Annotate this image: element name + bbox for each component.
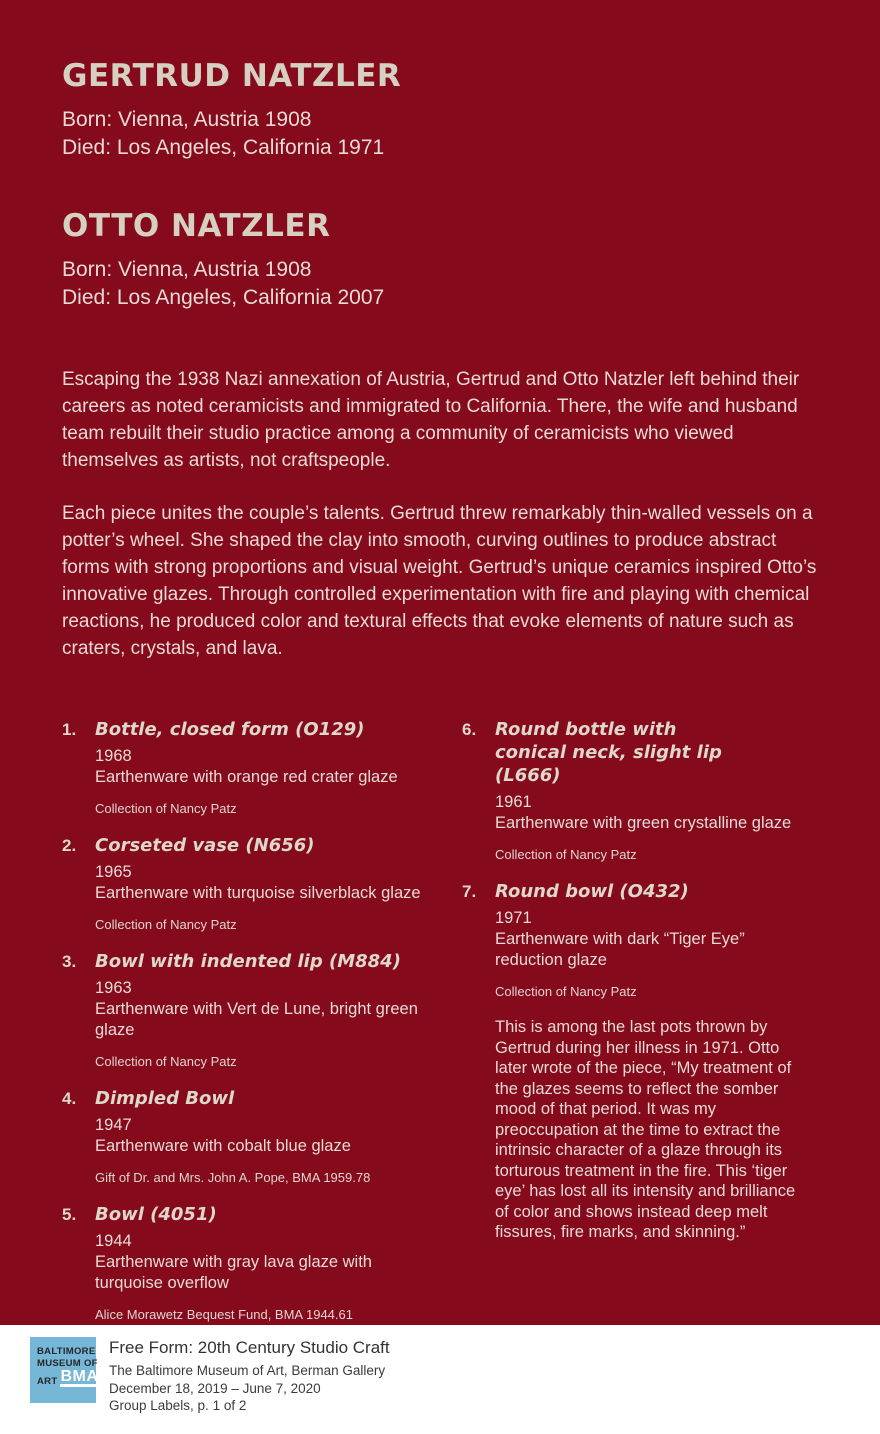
artist-block-otto <box>62 208 832 312</box>
work-number: 1. <box>62 720 77 739</box>
footer-text-block <box>109 1337 390 1415</box>
work-item-2 <box>62 834 462 933</box>
work-number: 6. <box>462 720 477 739</box>
exhibition-venue: The Baltimore Museum of Art, Berman Gallery <box>109 1363 386 1378</box>
work-number: 5. <box>62 1205 77 1224</box>
work-title: Round bottle with conical neck, slight lip (L666) <box>495 719 722 786</box>
intro-paragraph-1: Escaping the 1938 Nazi annexation of Austria, Gertrud and Otto Natzler left behind their careers as noted ceramicists and immigrated to California. There, the wife and husband team rebuilt their studio practice among a community of ceramicists who viewed themselves as artists, not craftspeople. <box>62 369 800 471</box>
work-year: 1961 <box>495 793 532 811</box>
bma-logo-text: BALTIMORE <box>37 1346 96 1357</box>
work-medium: Earthenware with orange red crater glaze <box>95 768 398 786</box>
bma-logo-text: MUSEUM OF <box>37 1357 98 1369</box>
work-medium: Earthenware with green crystalline glaze <box>495 814 792 832</box>
work-note-paragraph: This is among the last pots thrown by Gertrud during her illness in 1971. Otto later wrote of the piece, “My treatment of the glazes seems to reflect the somber mood of that period. It was my preoccupation at the time to extract the intrinsic character of a glaze through its torturous treatment in the fire. This ‘tiger eye’ has lost all its intensity and brilliance of color and shows instead deep melt fissures, fire marks, and skinning.” <box>495 1018 796 1241</box>
work-credit-line: Alice Morawetz Bequest Fund, BMA 1944.61 <box>95 1307 353 1322</box>
exhibition-title: Free Form: 20th Century Studio Craft <box>109 1338 390 1357</box>
artist-born-line: Born: Vienna, Austria 1908 <box>62 108 312 131</box>
page-number-label: Group Labels, p. 1 of 2 <box>109 1398 247 1413</box>
works-checklist <box>62 718 832 1325</box>
works-column-right <box>462 718 807 1325</box>
bma-logo-acronym: BMA <box>60 1368 99 1385</box>
work-number: 7. <box>462 882 477 901</box>
work-number: 3. <box>62 952 77 971</box>
artist-born-line: Born: Vienna, Austria 1908 <box>62 258 312 281</box>
work-year: 1963 <box>95 979 132 997</box>
work-title: Bowl with indented lip (M884) <box>95 951 401 972</box>
artist-name-heading: GERTRUD NATZLER <box>62 58 402 94</box>
work-item-1 <box>62 718 462 817</box>
work-year: 1944 <box>95 1232 132 1250</box>
work-title: Corseted vase (N656) <box>95 835 315 856</box>
bma-logo <box>30 1337 99 1403</box>
work-credit-line: Gift of Dr. and Mrs. John A. Pope, BMA 1959.78 <box>95 1170 371 1185</box>
work-title: Bowl (4051) <box>95 1204 217 1225</box>
work-year: 1965 <box>95 863 132 881</box>
exhibition-dates: December 18, 2019 – June 7, 2020 <box>109 1380 321 1396</box>
work-credit-line: Collection of Nancy Patz <box>95 1054 237 1069</box>
page-footer <box>0 1325 880 1434</box>
introduction-text <box>62 366 828 662</box>
artist-block-gertrud <box>62 58 832 162</box>
work-credit-line: Collection of Nancy Patz <box>495 984 637 999</box>
work-item-5 <box>62 1203 462 1323</box>
work-number: 4. <box>62 1089 77 1108</box>
work-item-6 <box>462 718 807 863</box>
work-year: 1971 <box>495 909 532 927</box>
work-item-4 <box>62 1087 462 1186</box>
work-title: Dimpled Bowl <box>95 1088 235 1109</box>
work-item-3 <box>62 950 462 1070</box>
work-credit-line: Collection of Nancy Patz <box>95 917 237 932</box>
work-item-7 <box>462 880 807 1243</box>
work-medium: Earthenware with gray lava glaze with turquoise overflow <box>95 1253 372 1292</box>
works-column-left <box>62 718 462 1325</box>
work-title: Round bowl (O432) <box>495 881 689 902</box>
work-medium: Earthenware with Vert de Lune, bright green glaze <box>95 1000 418 1039</box>
artist-name-heading: OTTO NATZLER <box>62 208 331 244</box>
work-title: Bottle, closed form (O129) <box>95 719 365 740</box>
work-medium: Earthenware with dark “Tiger Eye” reduction glaze <box>495 930 745 969</box>
intro-paragraph-2: Each piece unites the couple’s talents. Gertrud threw remarkably thin-walled vessels on a potter’s wheel. She shaped the clay into smooth, curving outlines to produce abstract forms with strong proportions and visual weight. Gertrud’s unique ceramics inspired Otto’s innovative glazes. Through controlled experimentation with fire and playing with chemical reactions, he produced color and textural effects that evoke elements of nature such as craters, crystals, and lava. <box>62 503 817 659</box>
work-number: 2. <box>62 836 77 855</box>
work-credit-line: Collection of Nancy Patz <box>95 801 237 816</box>
work-credit-line: Collection of Nancy Patz <box>495 847 637 862</box>
artist-died-line: Died: Los Angeles, California 1971 <box>62 136 385 159</box>
work-medium: Earthenware with cobalt blue glaze <box>95 1137 351 1155</box>
work-year: 1947 <box>95 1116 132 1134</box>
bma-logo-text: ART <box>37 1375 58 1387</box>
work-year: 1968 <box>95 747 132 765</box>
artist-died-line: Died: Los Angeles, California 2007 <box>62 286 385 309</box>
work-medium: Earthenware with turquoise silverblack glaze <box>95 884 421 902</box>
